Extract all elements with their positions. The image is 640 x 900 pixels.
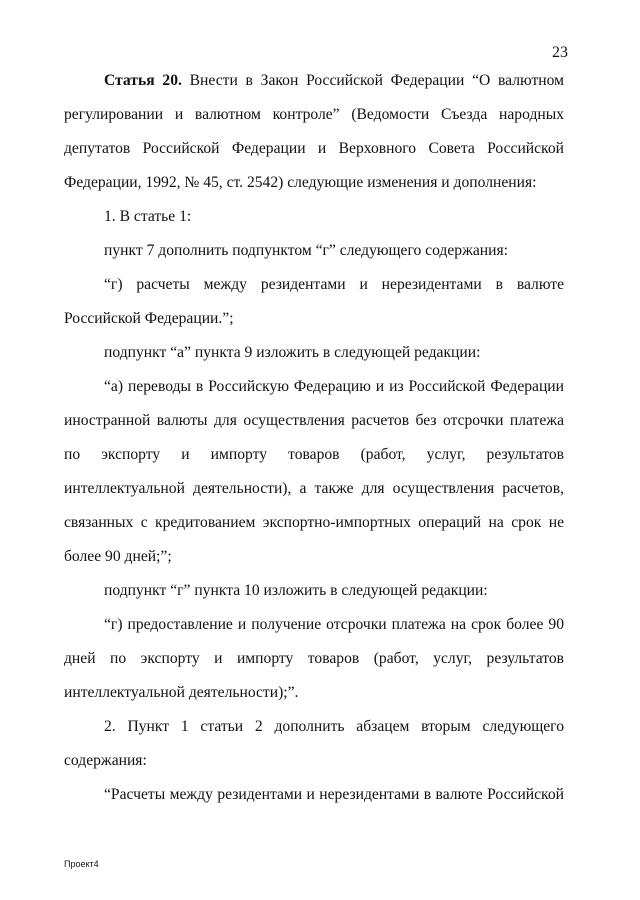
paragraph-item-2: 2. Пункт 1 статьи 2 дополнить абзацем вторым следующего содержания: — [64, 718, 564, 769]
paragraph-item-1: 1. В статье 1: — [104, 208, 192, 225]
paragraph-subpoint-g-text: “г) расчеты между резидентами и нерезидентами в валюте Российской Федерации.”; — [64, 276, 564, 327]
paragraph-point-7: пункт 7 дополнить подпунктом “г” следующего содержания: — [104, 242, 508, 259]
paragraph-subpoint-a-heading: подпункт “а” пункта 9 изложить в следующей редакции: — [104, 344, 481, 361]
paragraph-subpoint-g-heading: подпункт “г” пункта 10 изложить в следующей редакции: — [104, 582, 488, 599]
footer-label: Проект4 — [64, 859, 99, 869]
article-20-paragraph — [64, 64, 564, 200]
article-intro-text: Внести в Закон Российской Федерации “О валютном регулировании и валютном контроле” (Ведомости Съезда народных депутатов Российской Федерации и Верховного Совета Российской Федерации, 1992, № 45, ст. 2542) следующие изменения и дополнения: — [64, 72, 564, 191]
paragraph-item-2-text: “Расчеты между резидентами и нерезидентами в валюте Российской — [104, 786, 564, 803]
paragraph-subpoint-g-new-text: “г) предоставление и получение отсрочки платежа на срок более 90 дней по экспорту и импорту товаров (работ, услуг, результатов интеллектуальной деятельности);”. — [64, 616, 564, 701]
page-number: 23 — [552, 44, 568, 61]
document-body — [64, 64, 564, 812]
paragraph-subpoint-a-text: “а) переводы в Российскую Федерацию и из Российской Федерации иностранной валюты для осуществления расчетов без отсрочки платежа по экспорту и импорту товаров (работ, услуг, результатов интеллектуальной деятельности), а также для осуществления расчетов, связанных с кредитованием экспортно-импортных операций на срок не более 90 дней;”; — [64, 378, 564, 565]
article-label: Статья 20. — [104, 72, 182, 89]
